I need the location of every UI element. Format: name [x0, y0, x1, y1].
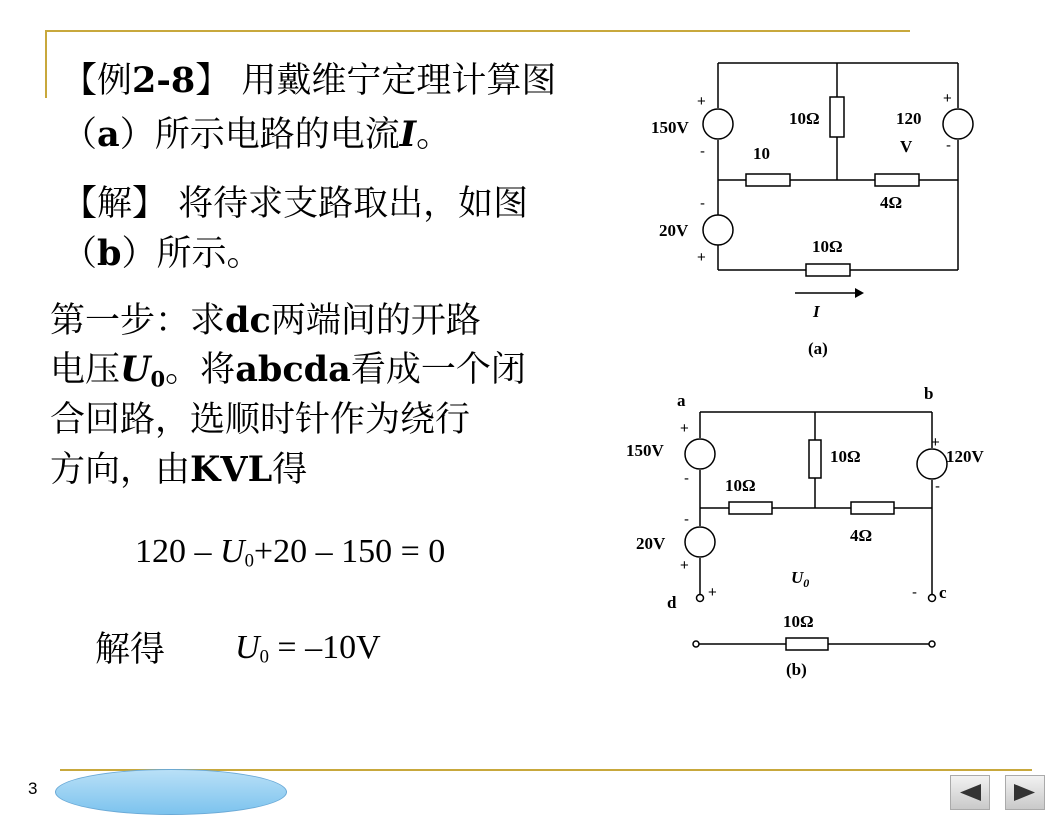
plus-20v-a: + — [697, 249, 706, 266]
node-b: b — [924, 384, 934, 403]
voltage-source-150v-b — [685, 439, 715, 469]
label-150v-a: 150V — [651, 118, 689, 137]
resistor-center-b — [809, 440, 821, 478]
label-r-bottom-a: 10Ω — [812, 237, 843, 256]
resistor-bottom-a — [806, 264, 850, 276]
minus-20v-a: - — [700, 195, 705, 212]
solution-line2: （b）所示。 — [62, 233, 262, 274]
label-r-center-b: 10Ω — [830, 447, 861, 466]
step-line1: 第一步：求dc两端间的开路 — [50, 300, 481, 341]
voltage-source-20v-a — [703, 215, 733, 245]
node-d: d — [667, 593, 677, 612]
next-slide-button[interactable] — [1005, 775, 1045, 810]
label-r-right-b: 4Ω — [850, 526, 873, 545]
caption-b: (b) — [786, 660, 807, 679]
node-c: c — [939, 583, 947, 602]
plus-20v-b: + — [680, 557, 689, 574]
step-line2: 电压$U_0$。将abcda看成一个闭 — [50, 349, 526, 392]
minus-150v-a: - — [700, 143, 705, 160]
voltage-source-120v-a — [943, 109, 973, 139]
page-number: 3 — [28, 779, 38, 798]
resistor-left-b — [729, 502, 772, 514]
triangle-right-icon — [1006, 776, 1044, 809]
voltage-source-20v-b — [685, 527, 715, 557]
step-line4: 方向，由KVL得 — [50, 449, 308, 490]
resistor-center-a — [830, 97, 844, 137]
plus-120v-a: + — [943, 90, 952, 107]
terminal-c — [929, 595, 936, 602]
plus-120v-b: + — [931, 434, 940, 451]
example-title: 【例2-8】 用戴维宁定理计算图 — [62, 60, 557, 101]
kvl-equation: $120 - U_0+20 - 150 = 0$ — [135, 533, 446, 572]
resistor-right-a — [875, 174, 919, 186]
plus-150v-b: + — [680, 420, 689, 437]
minus-20v-b: - — [684, 511, 689, 528]
terminal-left — [693, 641, 699, 647]
label-150v-b: 150V — [626, 441, 664, 460]
label-r-left-b: 10Ω — [725, 476, 756, 495]
label-current-i: I — [813, 302, 820, 321]
label-r-left-a: 10 — [753, 144, 770, 163]
current-arrow-icon — [855, 288, 864, 298]
triangle-left-icon — [951, 776, 989, 809]
minus-120v-b: - — [935, 478, 940, 495]
node-a: a — [677, 391, 686, 410]
resistor-right-b — [851, 502, 894, 514]
terminal-d — [697, 595, 704, 602]
resistor-left-a — [746, 174, 790, 186]
label-r-right-a: 4Ω — [880, 193, 903, 212]
result-equation: $U_0 = -10V$ — [235, 629, 381, 668]
step-line3: 合回路，选顺时针作为绕行 — [50, 400, 471, 440]
minus-120v-a: - — [946, 137, 951, 154]
solution-line1: 【解】 将待求支路取出，如图 — [62, 184, 529, 224]
footer-oval-button[interactable] — [55, 769, 287, 815]
label-120-a: 120 — [896, 109, 922, 128]
resistor-bottom-b — [786, 638, 828, 650]
terminal-right — [929, 641, 935, 647]
label-20v-b: 20V — [636, 534, 666, 553]
label-u0-b: $U_0$ — [791, 568, 810, 590]
voltage-source-120v-b — [917, 449, 947, 479]
plus-150v-a: + — [697, 93, 706, 110]
caption-a: (a) — [808, 339, 828, 358]
example-title-line2: （a）所示电路的电流I。 — [62, 114, 452, 155]
label-120-unit-a: V — [900, 137, 913, 156]
minus-c: - — [912, 584, 917, 601]
voltage-source-150v-a — [703, 109, 733, 139]
previous-slide-button[interactable] — [950, 775, 990, 810]
label-20v-a: 20V — [659, 221, 689, 240]
label-r-center-a: 10Ω — [789, 109, 820, 128]
label-r-bottom-b: 10Ω — [783, 612, 814, 631]
label-120v-b: 120V — [946, 447, 984, 466]
result-label: 解得 — [95, 630, 166, 670]
minus-150v-b: - — [684, 470, 689, 487]
plus-d: + — [708, 584, 717, 601]
